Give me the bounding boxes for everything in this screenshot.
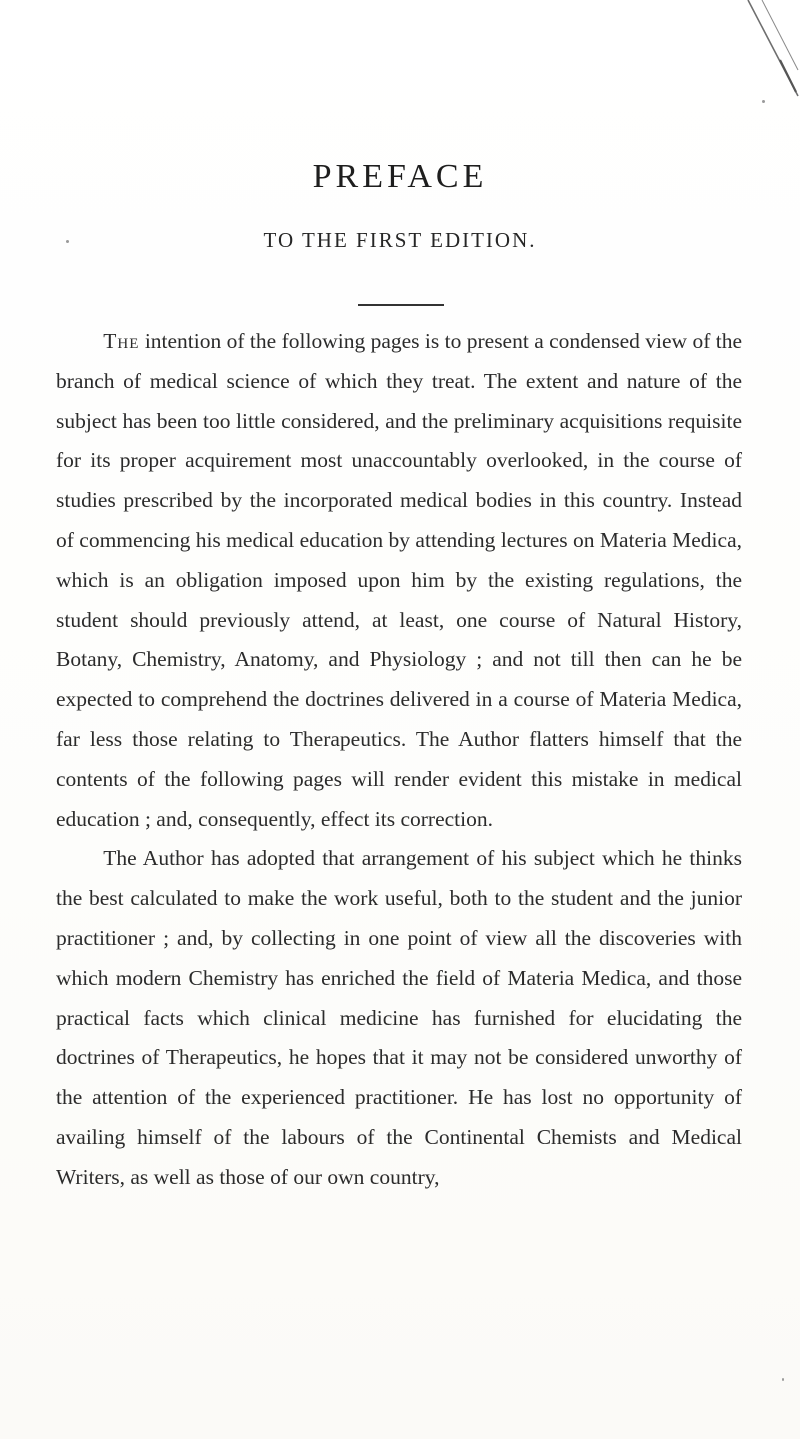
paragraph-1-lead: The [103,329,140,353]
paragraph-2 [56,839,742,1197]
page-subtitle: TO THE FIRST EDITION. [263,228,537,252]
page-speck [66,240,69,243]
page-speck [762,100,765,103]
page-title: PREFACE [312,158,488,195]
paragraph-1-text: intention of the following pages is to present a condensed view of the branch of medical science of which they treat. The extent and nature of the subject has been too little considered, and the preliminary acquisitions requisite for its proper acquirement most unaccountably overlooked, in the course of studies prescribed by the incorporated medical bodies in this country. Instead of commencing his medical education by attending lectures on Materia Medica, which is an obligation imposed upon him by the existing regulations, the student should previously attend, at least, one course of Natural History, Botany, Chemistry, Anatomy, and Physiology ; and not till then can he be expected to comprehend the doctrines delivered in a course of Materia Medica, far less those relating to Therapeutics. The Author flatters himself that the contents of the following pages will render evident this mistake in medical education ; and, consequently, effect its correction. [56,329,742,831]
section-divider [358,304,444,306]
page-speck [782,1378,784,1381]
paragraph-2-text: The Author has adopted that arrangement of his subject which he thinks the best calculated to make the work useful, both to the student and the junior practitioner ; and, by collecting in one point of view all the discoveries with which modern Chemistry has enriched the field of Materia Medica, and those practical facts which clinical medicine has furnished for elucidating the doctrines of Therapeutics, he hopes that it may not be considered unworthy of the attention of the experienced practitioner. He has lost no opportunity of availing himself of the labours of the Continental Chemists and Medical Writers, as well as those of our own country, [56,846,742,1189]
paragraph-1 [56,322,742,839]
page-corner-fold-mark [740,0,800,110]
preface-body [56,322,742,1198]
